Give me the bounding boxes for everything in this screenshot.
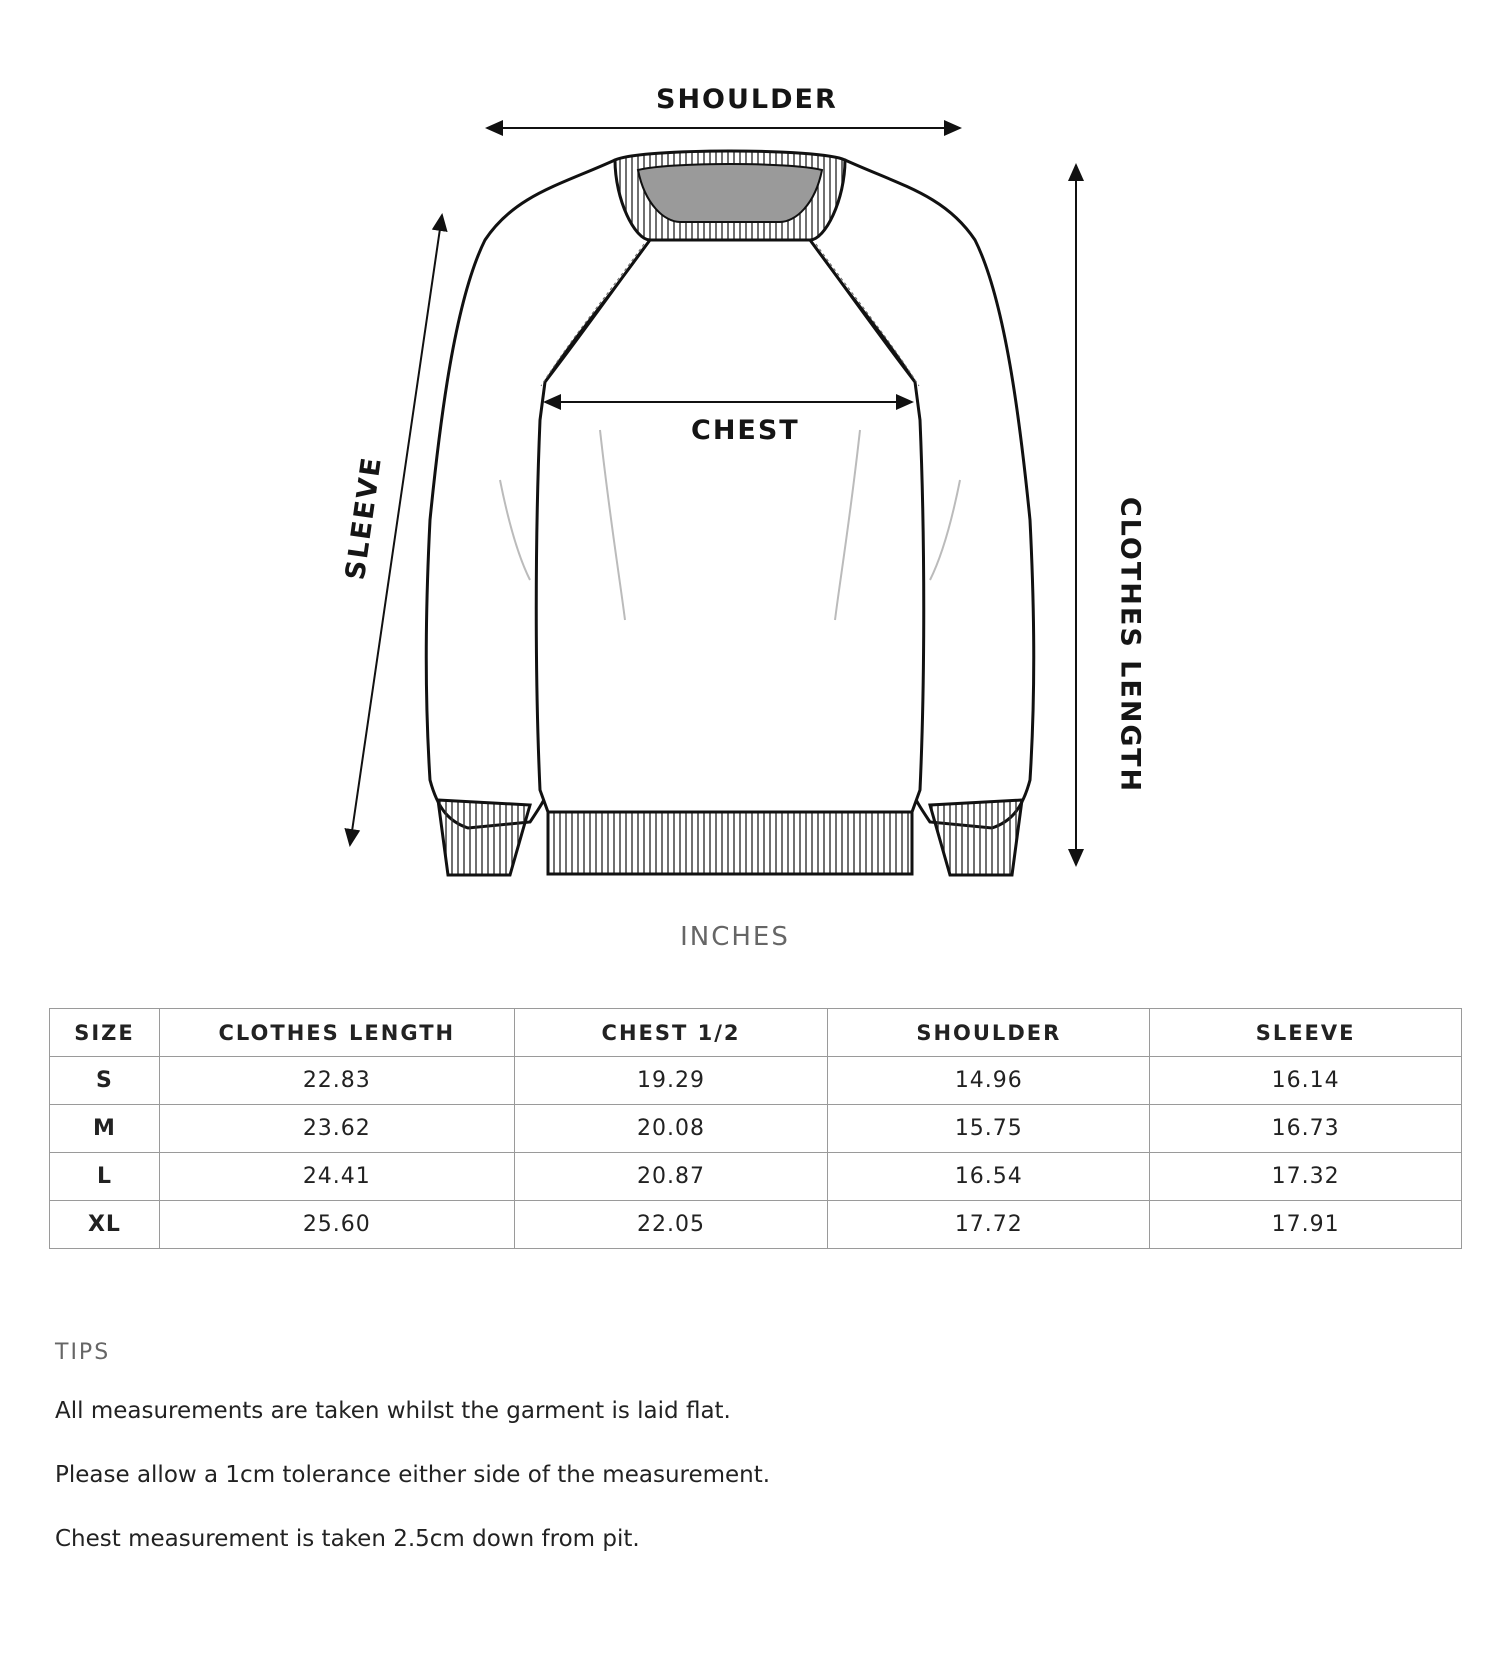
body [536, 240, 924, 812]
tip-text: Please allow a 1cm tolerance either side of the measurement. [55, 1462, 771, 1488]
table-header-row [50, 1009, 1462, 1057]
table-cell: 25.60 [159, 1201, 514, 1249]
size-cell: XL [50, 1201, 160, 1249]
right-cuff [930, 800, 1022, 875]
table-cell: 17.91 [1150, 1201, 1462, 1249]
table-row [50, 1105, 1462, 1153]
table-cell: 16.14 [1150, 1057, 1462, 1105]
table-row [50, 1153, 1462, 1201]
table-cell: 15.75 [828, 1105, 1150, 1153]
table-cell: 16.73 [1150, 1105, 1462, 1153]
units-label: INCHES [680, 922, 790, 952]
clothes-length-label: CLOTHES LENGTH [1114, 496, 1146, 794]
header-size: SIZE [50, 1009, 160, 1057]
chest-label: CHEST [691, 415, 800, 446]
waistband [548, 812, 912, 874]
table-cell: 23.62 [159, 1105, 514, 1153]
table-cell: 20.08 [514, 1105, 828, 1153]
table-row [50, 1201, 1462, 1249]
tips-title: TIPS [55, 1340, 111, 1365]
tip-text: Chest measurement is taken 2.5cm down from pit. [55, 1526, 640, 1552]
table-cell: 17.72 [828, 1201, 1150, 1249]
table-cell: 22.05 [514, 1201, 828, 1249]
table-cell: 22.83 [159, 1057, 514, 1105]
table-cell: 16.54 [828, 1153, 1150, 1201]
table-row [50, 1057, 1462, 1105]
header-sleeve: SLEEVE [1150, 1009, 1462, 1057]
table-cell: 14.96 [828, 1057, 1150, 1105]
table-cell: 19.29 [514, 1057, 828, 1105]
header-chest: CHEST 1/2 [514, 1009, 828, 1057]
table-cell: 17.32 [1150, 1153, 1462, 1201]
size-cell: S [50, 1057, 160, 1105]
sleeve-label: SLEEVE [339, 454, 389, 582]
table-cell: 24.41 [159, 1153, 514, 1201]
table-cell: 20.87 [514, 1153, 828, 1201]
neck-opening [638, 164, 822, 222]
shoulder-label: SHOULDER [656, 84, 838, 115]
header-shoulder: SHOULDER [828, 1009, 1150, 1057]
size-cell: M [50, 1105, 160, 1153]
left-cuff [438, 800, 530, 875]
tip-text: All measurements are taken whilst the garment is laid flat. [55, 1398, 731, 1424]
size-cell: L [50, 1153, 160, 1201]
size-chart-table [49, 1008, 1462, 1249]
header-clothes-length: CLOTHES LENGTH [159, 1009, 514, 1057]
